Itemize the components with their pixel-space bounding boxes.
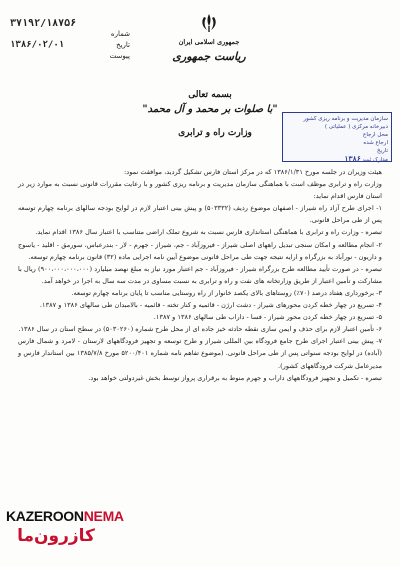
paragraph: ۱- اجرای طرح آزاد راه شیراز - اصفهان موضوع ردیف (۵۰۳۳۳۲) و پیش بینی اعتبار لازم در لوایح بودجه سالهای برنامه چهارم توسعه پس از طی مراحل قانونی. (18, 204, 382, 225)
paragraph: تبصره - در صورت تأیید مطالعه طرح بزرگراه شیراز - فیروزآباد - جم اعتبار مورد نیاز به مبلغ نهصد میلیارد (۹۰۰،۰۰۰،۰۰۰،۰۰۰) ریال با مشارکت و تأمین اعتبار از طریق وزارتخانه های نفت و راه و ترابری به نسبت مساوی در مدت سه سال به اجرا در خواهد آمد. (18, 264, 382, 285)
paragraph: ۳- برخورداری هفتاد درصد (۷۰٪) روستاهای بالای یکصد خانوار از راه روستایی مناسب تا پایان برنامه چهارم توسعه. (71, 288, 382, 297)
stamp-handwriting: ۱۳۸۶ (344, 155, 361, 163)
date-label: تاریخ (116, 41, 130, 49)
paragraph: ۴- تسریع در چهار خطه کردن محورهای شیراز - دشت ارژن - قائمیه و کنار تخته - قائمیه - بالامبدان طی سالهای ۱۳۸۶ و ۱۳۸۷. (39, 301, 382, 310)
basmala: بسمه تعالی (188, 90, 232, 100)
watermark-persian: کازرون‌ما (17, 526, 95, 546)
government-line2: ریاست جمهوری (172, 50, 246, 63)
letter-metadata (10, 18, 130, 62)
paragraph: وزارت راه و ترابری موظف است با هماهنگی سازمان مدیریت و برنامه ریزی کشور و با رعایت مقررات قانونی نسبت به موارد زیر در استان فارس اقدام نماید: (18, 180, 382, 201)
watermark-latin: KAZEROONNEMA (6, 508, 124, 524)
stamp-line2: دبیرخانه مرکزی ( عملیاتی ) (324, 124, 388, 130)
paragraph: ۲- انجام مطالعه و امکان سنجی تبدیل راههای اصلی شیراز - فیروزآباد - جم، شیراز - جهرم - لار - بندرعباس، سورمق - اقلید - یاسوج و داریون - نورآباد به بزرگراه و ارایه نتیجه جهت طی مراحل قانونی موضوع آیین نامه اجرایی ماده (۳۲) قانون برنامه چهارم توسعه. (18, 240, 382, 261)
kazeroonnema-watermark-logo (6, 508, 124, 556)
paragraph: تبصره - تکمیل و تجهیز فرودگاههای داراب و جهرم منوط به برقراری پرواز توسط بخش غیردولتی خواهد بود. (88, 373, 382, 382)
date-value: ۱۳۸۶/۰۲/۰۱ (10, 40, 65, 50)
stamp-line4: ارجاع شده (363, 140, 388, 146)
letter-body (18, 166, 382, 384)
date-row (10, 40, 130, 51)
attachment-label: پیوست (109, 52, 130, 60)
number-label: شماره (110, 30, 130, 38)
stamp-line3: محل ارجاع (363, 132, 388, 138)
paragraph: ۶- تأمین اعتبار لازم برای حذف و ایمن سازی نقطه حادثه خیز جاده ای از محل طرح شماره (۵۰۳۰۲۶۰) در سطح استان در سال ۱۳۸۶. (18, 325, 382, 334)
receipt-stamp (282, 112, 392, 162)
salawat-line: "با صلوات بر محمد و آل محمد" (142, 104, 278, 115)
paragraph: ۵- تسریع در چهار خطه کردن محور شیراز - فسا - داراب طی سالهای ۱۳۸۶ و ۱۳۸۷. (153, 313, 382, 322)
letter-number: ۳۷۱۹۲/۱۸۷۵۶ (10, 18, 77, 29)
stamp-line5: تاریخ (377, 148, 388, 154)
government-line1: جمهوری اسلامی ایران (178, 38, 240, 46)
attachment-row (10, 51, 130, 62)
paragraph: هیئت وزیران در جلسه مورخ ۱۳۸۶/۱/۳۱ که در مرکز استان فارس تشکیل گردید، موافقت نمود: (124, 168, 382, 176)
iran-emblem-icon (198, 12, 220, 34)
stamp-line6: مدارک ثبت ۱۳۸۶ (344, 155, 388, 163)
stamp-line1: سازمان مدیریت و برنامه ریزی کشور (303, 116, 388, 122)
addressee: وزارت راه و ترابری (178, 128, 252, 138)
paragraph: تبصره - وزارت راه و ترابری با هماهنگی استانداری فارس نسبت به شروع تملک اراضی متناسب با اعتبار سال ۱۳۸۶ اقدام نماید. (35, 228, 382, 237)
paragraph: ۷- پیش بینی اعتبار اجرای طرح جامع فرودگاه بین المللی شیراز و طرح توسعه و تجهیز فرودگاههای لارستان - لامرد و شمال فارس (آباده) در لوایح بودجه سنواتی پس از طی مراحل قانونی. (موضوع تفاهم نامه شماره ۵۲۰۰/۴۰۱ مورخ ۱۳۸۵/۷/۸ بین استاندار فارس و مدیرعامل شرکت فرودگاههای کشور). (18, 337, 382, 370)
number-row (10, 29, 130, 40)
